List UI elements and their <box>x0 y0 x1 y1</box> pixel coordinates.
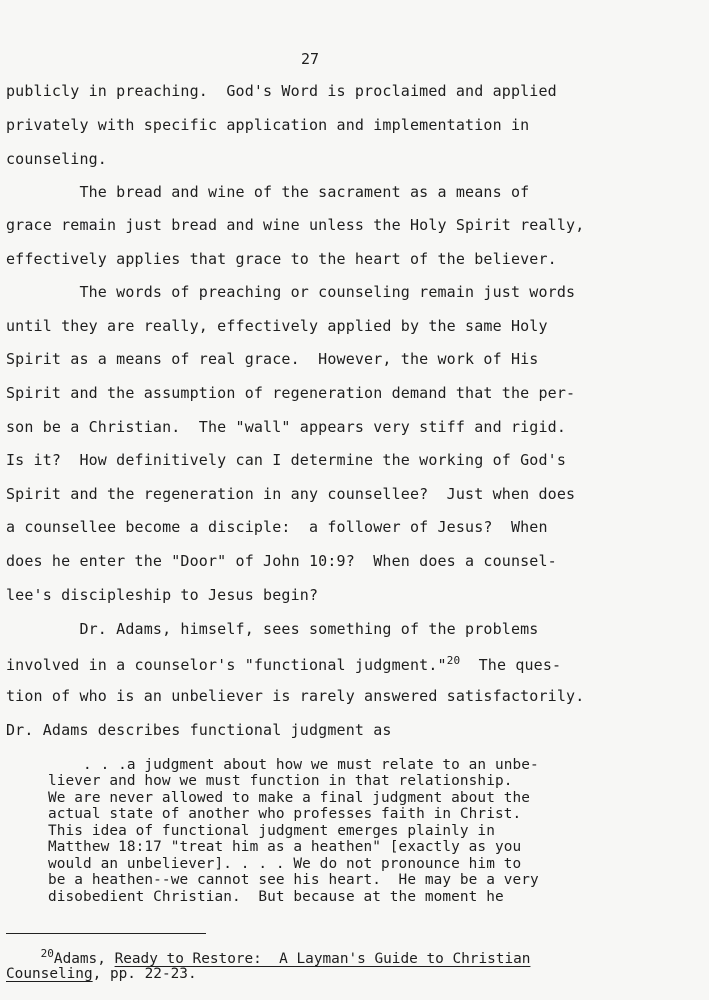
body-line: Dr. Adams describes functional judgment as <box>6 721 392 739</box>
body-line: Spirit and the regeneration in any counsellee? Just when does <box>6 485 576 503</box>
body-line: until they are really, effectively applied by the same Holy <box>6 317 548 335</box>
body-line: publicly in preaching. God's Word is proclaimed and applied <box>6 82 557 100</box>
body-line: a counsellee become a disciple: a follower of Jesus? When <box>6 518 548 536</box>
block-quote-line: disobedient Christian. But because at the moment he <box>48 889 504 905</box>
block-quote-line: Matthew 18:17 "treat him as a heathen" [exactly as you <box>48 839 522 855</box>
body-line: counseling. <box>6 150 107 168</box>
body-line: effectively applies that grace to the heart of the believer. <box>6 250 557 268</box>
body-line: Dr. Adams, himself, sees something of the problems <box>6 620 539 638</box>
block-quote-line: be a heathen--we cannot see his heart. He may be a very <box>48 872 539 888</box>
footnote-pages: , pp. 22-23. <box>92 966 197 982</box>
body-line-text: involved in a counselor's "functional judgment." <box>6 656 447 674</box>
footnote-reference: 20 <box>446 654 461 667</box>
footnote-author: Adams, <box>53 951 115 967</box>
body-line: privately with specific application and implementation in <box>6 116 530 134</box>
body-line: son be a Christian. The "wall" appears very stiff and rigid. <box>6 418 567 436</box>
body-line: lee's discipleship to Jesus begin? <box>6 586 319 604</box>
block-quote-line: actual state of another who professes faith in Christ. <box>48 806 522 822</box>
footnote-title: Ready to Restore: A Layman's Guide to Christian <box>114 951 531 967</box>
footnote-number: 20 <box>40 947 54 960</box>
block-quote-line: would an unbeliever]. . . . We do not pronounce him to <box>48 856 522 872</box>
body-line-text: The ques- <box>460 656 562 674</box>
body-line: The bread and wine of the sacrament as a means of <box>6 183 530 201</box>
footnote-line <box>6 947 696 967</box>
block-quote-line: . . .a judgment about how we must relate to an unbe- <box>48 757 539 773</box>
body-line: Spirit and the assumption of regeneration demand that the per- <box>6 384 576 402</box>
body-line: tion of who is an unbeliever is rarely answered satisfactorily. <box>6 687 585 705</box>
body-line: does he enter the "Door" of John 10:9? When does a counsel- <box>6 552 557 570</box>
body-line: Spirit as a means of real grace. However, the work of His <box>6 350 539 368</box>
block-quote-line: This idea of functional judgment emerges plainly in <box>48 823 495 839</box>
footnote-title: Counseling <box>6 966 93 982</box>
block-quote-line: We are never allowed to make a final judgment about the <box>48 790 531 806</box>
body-line: The words of preaching or counseling remain just words <box>6 283 576 301</box>
body-line: grace remain just bread and wine unless the Holy Spirit really, <box>6 216 585 234</box>
body-line: Is it? How definitively can I determine the working of God's <box>6 451 567 469</box>
footnote-separator <box>6 933 206 934</box>
body-line-with-footnote-ref <box>6 654 696 674</box>
block-quote-line: liever and how we must function in that relationship. <box>48 773 513 789</box>
page-number: 27 <box>300 50 320 68</box>
footnote-line <box>6 966 696 982</box>
